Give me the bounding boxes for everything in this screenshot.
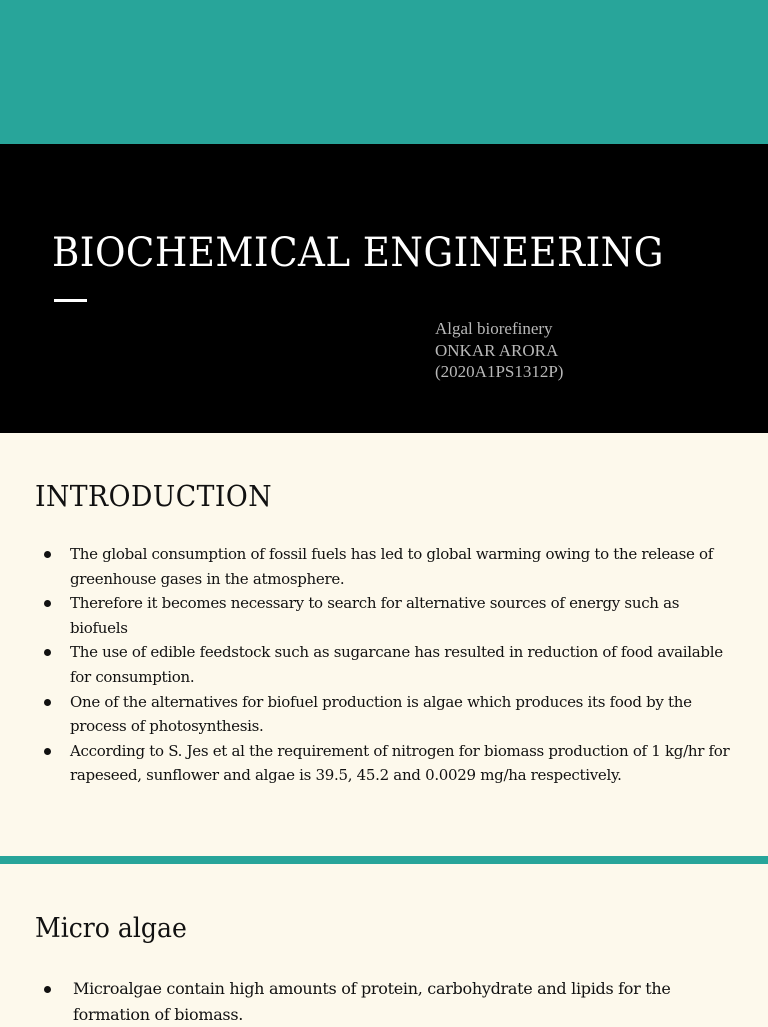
list-item-text: The global consumption of fossil fuels has led to global warming owing to the release of greenhouse gases in the atmosphere. xyxy=(70,545,713,588)
list-item xyxy=(0,690,735,739)
list-item-text: Therefore it becomes necessary to search for alternative sources of energy such as biofuels xyxy=(70,594,680,637)
introduction-list xyxy=(0,542,735,788)
list-item xyxy=(0,591,735,640)
bullet-icon xyxy=(44,748,51,755)
author-id: (2020A1PS1312P) xyxy=(435,362,564,381)
micro-algae-list xyxy=(0,976,733,1027)
introduction-heading: INTRODUCTION xyxy=(35,479,273,513)
slide-title: BIOCHEMICAL ENGINEERING xyxy=(52,230,664,276)
list-item xyxy=(0,640,735,689)
list-item xyxy=(0,739,735,788)
subtitle: Algal biorefinery xyxy=(435,319,553,338)
list-item-text: One of the alternatives for biofuel production is algae which produces its food by the process of photosynthesis. xyxy=(70,692,692,736)
list-item-text: According to S. Jes et al the requirement of nitrogen for biomass production of 1 kg/hr for rapeseed, sunflower and algae is 39.5, 45.2 and 0.0029 mg/ha respectively. xyxy=(70,741,730,785)
bullet-icon xyxy=(44,699,51,706)
slide-divider xyxy=(0,856,768,864)
list-item xyxy=(0,976,733,1027)
list-item-text: The use of edible feedstock such as sugarcane has resulted in reduction of food available for consumption. xyxy=(70,643,723,686)
list-item-text: Microalgae contain high amounts of protein, carbohydrate and lipids for the formation of biomass. xyxy=(73,979,671,1024)
title-underline xyxy=(54,299,87,302)
title-slide xyxy=(0,144,768,433)
bullet-icon xyxy=(44,986,51,993)
bullet-icon xyxy=(44,600,51,607)
list-item xyxy=(0,542,735,591)
bullet-icon xyxy=(44,551,51,558)
author-name: ONKAR ARORA xyxy=(435,340,559,360)
micro-algae-heading: Micro algae xyxy=(35,913,187,944)
subtitle-block xyxy=(435,318,563,383)
header-accent-band xyxy=(0,0,768,144)
bullet-icon xyxy=(44,649,51,656)
